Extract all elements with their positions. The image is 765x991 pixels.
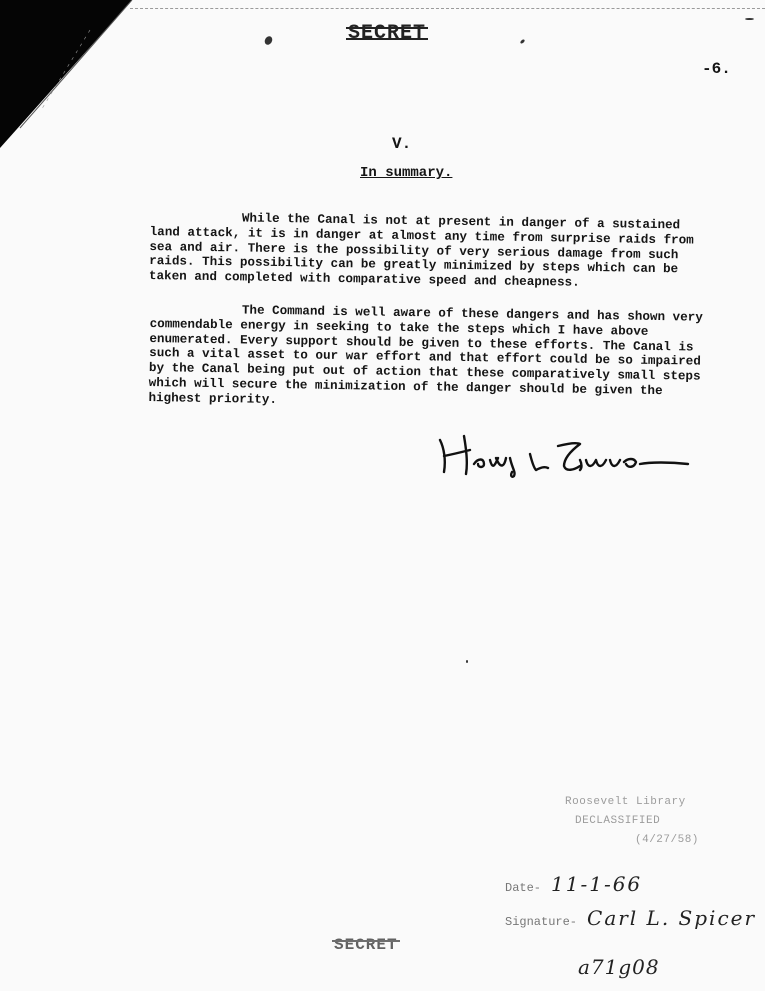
declass-signature-value: Carl L. Spicer (587, 906, 757, 930)
declass-date-value: 11-1-66 (551, 872, 643, 896)
handwritten-signature (430, 428, 690, 478)
declass-status-line: DECLASSIFIED (575, 815, 661, 827)
body-paragraph-2 (148, 302, 710, 414)
declass-date-row (505, 872, 642, 896)
declassification-stamp (505, 793, 745, 850)
classification-stamp-top (348, 22, 426, 45)
declass-signature-row (505, 906, 756, 930)
page-top-edge (130, 8, 765, 9)
document-id: a71g08 (578, 955, 660, 979)
declass-authority-line: (4/27/58) (635, 834, 699, 846)
ink-speck (466, 660, 468, 663)
ink-speck (745, 18, 754, 20)
paragraph-text: The Command is well aware of these dangers and has shown very commendable energy in seeking to take the steps which I have above enumerated. Every support should be given to these efforts. The Canal is such a vital asset to our war effort and that effort could be so impaired by the Canal being put out of action that these comparatively small steps which will secure the minimization of the danger should be given the highest priority. (148, 303, 703, 407)
section-number: V. (392, 135, 412, 153)
declass-signature-label: Signature- (505, 915, 578, 929)
paragraph-text: While the Canal is not at present in danger of a sustained land attack, it is in danger at almost any time from surprise raids from sea and air. There is the possibility of very serious damage from such raids. This possibility can be greatly minimized by steps which can be taken and completed with comparative speed and cheapness. (148, 211, 694, 290)
section-heading: In summary. (360, 165, 453, 181)
page-number: -6. (702, 60, 731, 78)
declass-library-line: Roosevelt Library (565, 796, 686, 808)
folded-page-corner (0, 0, 140, 150)
declass-date-label: Date- (505, 881, 542, 895)
ink-speck (263, 35, 274, 46)
body-paragraph-1 (149, 210, 710, 293)
classification-bottom-text: SECRET (334, 936, 398, 954)
classification-top-text: SECRET (348, 22, 427, 45)
ink-speck (520, 39, 526, 45)
classification-stamp-bottom (334, 936, 398, 954)
